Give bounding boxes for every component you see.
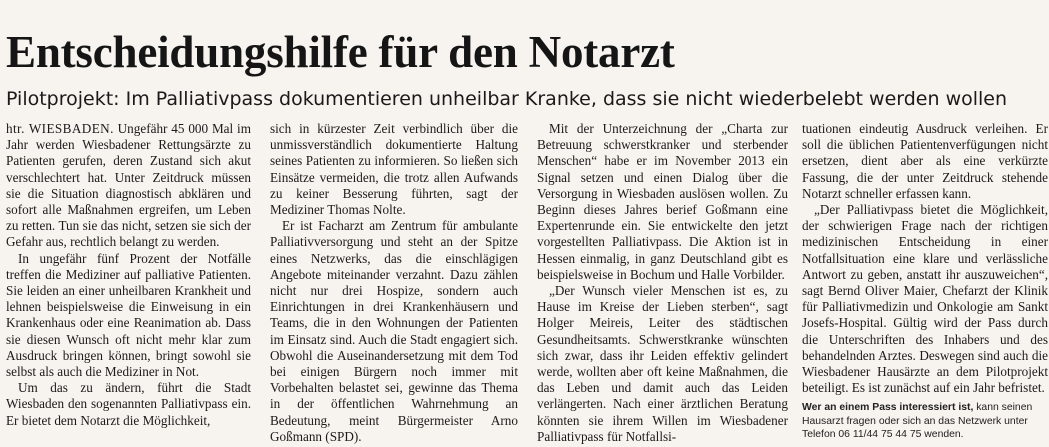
article-headline: Entscheidungshilfe für den Notarzt bbox=[6, 27, 675, 77]
paragraph: „Der Wunsch vieler Menschen ist es, zu Hause im Kreise der Lieben sterben“, sagt Holger Meireis, Leiter des städtischen Gesundheitsamts. Schwerstkranke wünschten sich zwar, dass ihr Leiden effektiv gelindert werde, wollten aber oft keine Maßnahmen, die das Leben und damit auch das Leiden verlängerten. Nach einer ärztlichen Beratung könnten sie ihrem Willen im Wiesbadener Palliativpass für Notfallsi- bbox=[537, 283, 788, 444]
paragraph: In ungefähr fünf Prozent der Notfälle treffen die Mediziner auf palliative Patienten. Sie leiden an einer unheilbaren Krankheit und lehnen beispielsweise die Einweisung in ein Krankenhaus oder eine Reanimation ab. Dass sie diesen Wunsch oft nicht mehr klar zum Ausdruck bringen können, bringt sowohl sie selbst als auch die Mediziner in Not. bbox=[6, 250, 251, 380]
article-column-1 bbox=[6, 121, 251, 447]
paragraph-text: Ungefähr 45 000 Mal im Jahr werden Wiesbadener Rettungsärzte zu Patienten gerufen, deren Zustand sich akut verschlechtert hat. Unter Zeitdruck müssen sie die Situation diagnostisch abklären und sofort alle Maßnahmen ergreifen, um Leben zu retten. Tun sie das nicht, setzen sie sich der Gefahr aus, rechtlich belangt zu werden. bbox=[6, 121, 251, 250]
paragraph: tuationen eindeutig Ausdruck verleihen. Er soll die üblichen Patientenverfügungen nicht ersetzen, dient aber als eine verkürzte Fassung, die der unter Zeitdruck stehende Notarzt schneller erfassen kann. bbox=[802, 121, 1048, 201]
article-column-4 bbox=[802, 121, 1048, 447]
paragraph: Mit der Unterzeichnung der „Charta zur Betreuung schwerstkranker und sterbender Menschen“ habe er im November 2013 ein Signal setzen und einen Dialog über die Versorgung in Wiesbaden auslösen wollen. Zu Beginn dieses Jahres berief Goßmann eine Expertenrunde ein. Sie entwickelte den jetzt vorgestellten Palliativpass. Die Aktion ist in Hessen einmalig, in ganz Deutschland gibt es beispielsweise in Bochum und Halle Vorbilder. bbox=[537, 121, 788, 282]
paragraph bbox=[6, 121, 251, 251]
paragraph: Um das zu ändern, führt die Stadt Wiesbaden den sogenannten Palliativpass ein. Er bietet dem Notarzt die Möglichkeit, bbox=[6, 380, 251, 428]
info-box-lead: Wer an einem Pass interessiert ist, bbox=[802, 402, 974, 414]
article-column-2 bbox=[270, 121, 518, 447]
paragraph: Er ist Facharzt am Zentrum für ambulante Palliativversorgung und steht an der Spitze eines Netzwerks, das die einschlägigen Angebote miteinander verzahnt. Dazu zählen nicht nur drei Hospize, sondern auch Einrichtungen in drei Krankenhäusern und Teams, die in den Wohnungen der Patienten im Einsatz sind. Auch die Stadt engagiert sich. Obwohl die Auseinandersetzung mit dem Tod bei einigen Bürgern noch immer mit Vorbehalten belastet sei, gewinne das Thema in der öffentlichen Wahrnehmung an Bedeutung, meint Bürgermeister Arno Goßmann (SPD). bbox=[270, 218, 518, 444]
paragraph: sich in kürzester Zeit verbindlich über die unmissverständlich dokumentierte Haltung seines Patienten zu informieren. So ließen sich Einsätze vermeiden, die trotz allen Aufwands zu keiner Besserung führten, sagt der Mediziner Thomas Nolte. bbox=[270, 121, 518, 218]
article-column-3 bbox=[537, 121, 788, 447]
article-subheadline: Pilotprojekt: Im Palliativpass dokumentieren unheilbar Kranke, dass sie nicht wiederbelebt werden wollen bbox=[6, 88, 1008, 110]
dateline: htr. WIESBADEN. bbox=[6, 121, 114, 136]
paragraph: „Der Palliativpass bietet die Möglichkeit, der schwierigen Frage nach der richtigen medizinischen Entscheidung in einer Notfallsituation eine klare und verlässliche Antwort zu geben, anstatt ihr auszuweichen“, sagt Bernd Oliver Maier, Chefarzt der Klinik für Palliativmedizin und Onkologie am Sankt Josefs-Hospital. Gültig wird der Pass durch die Unterschriften des Inhabers und des behandelnden Arztes. Deswegen sind auch die Wiesbadener Hausärzte an dem Pilotprojekt beteiligt. Es ist zunächst auf ein Jahr befristet. bbox=[802, 202, 1048, 396]
cropped-previous-line bbox=[0, 0, 1049, 6]
info-box-text: kann seinen Hausarzt fragen oder sich an das Netzwerk unter Telefon 06 11/44 75 44 75 wenden. bbox=[802, 402, 1033, 440]
info-box bbox=[802, 401, 1048, 441]
